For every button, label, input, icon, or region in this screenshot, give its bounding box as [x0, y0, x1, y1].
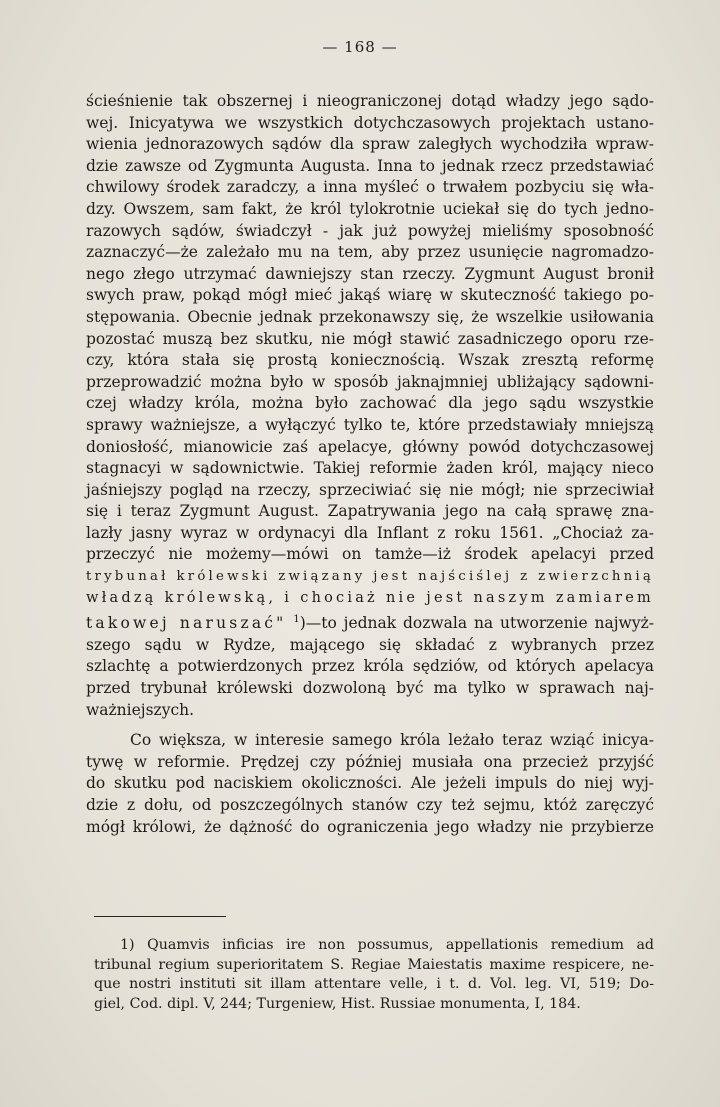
text-line: chwilowy środek zaradczy, a inna myśleć o trwałem pozbyciu się wła- — [86, 178, 654, 197]
text-line: pozostać muszą bez skutku, nie mógł stawić zasadniczego oporu rze- — [86, 329, 654, 348]
text-line: razowych sądów, świadczył - jak już powyżej mieliśmy sposobność — [86, 221, 654, 240]
text-line: szlachtę a potwierdzonych przez króla sędziów, od których apelacya — [86, 657, 654, 676]
text-line: stępowania. Obecnie jednak przekonawszy się, że wszelkie usiłowania — [86, 307, 654, 326]
footnote-line: que nostri instituti sit illam attentare velle, i t. d. Vol. leg. VI, 519; Do- — [94, 976, 654, 993]
text-line-spaced: trybunał królewski związany jest najściślej z zwierzchnią — [86, 569, 654, 585]
text-line: sprawy ważniejsze, a wyłączyć tylko te, które przedstawiały mniejszą — [86, 415, 654, 434]
footnote — [94, 936, 654, 1014]
footnote-line — [94, 936, 654, 956]
footnote-text: Quamvis inficias ire non possumus, appellationis remedium ad — [147, 937, 655, 953]
text-line: dzy. Owszem, sam fakt, że król tylokrotnie uciekał się do tych jedno- — [86, 199, 654, 218]
text-line: przeczyć nie możemy—mówi on tamże—iż środek apelacyi przed — [86, 545, 654, 564]
footnote-marker: 1) — [120, 937, 135, 953]
text-line: Co większa, w interesie samego króla leżało teraz wziąć inicya- — [130, 731, 654, 750]
text-line-spaced: władzą królewską, i chociaż nie jest naszym zamiarem — [86, 589, 654, 606]
text-line: stagnacyi w sądownictwie. Takiej reformie żaden król, mający nieco — [86, 459, 654, 478]
spaced-phrase: takowej naruszać" — [86, 614, 287, 633]
text-line: do skutku pod naciskiem okoliczności. Ale jeżeli impuls do niej wyj- — [86, 774, 654, 793]
line-continuation: )—to jednak dozwala na utworzenie najwyż- — [299, 614, 654, 633]
text-line: się i teraz Zygmunt August. Zapatrywania jego na całą sprawę zna- — [86, 502, 654, 521]
text-line: mógł królowi, że dążność do ograniczenia jego władzy nie przybierze — [86, 817, 654, 836]
paragraph-gap — [86, 721, 654, 730]
text-line: ważniejszych. — [86, 700, 195, 719]
text-line: czy, która stała się prostą koniecznością. Wszak zresztą reformę — [86, 351, 654, 370]
text-line: dzie zawsze od Zygmunta Augusta. Inna to jednak rzecz przedstawiać — [86, 156, 654, 175]
text-line: nego złego utrzymać dawniejszy stan rzeczy. Zygmunt August bronił — [86, 264, 654, 283]
text-line: dzie z dołu, od poszczególnych stanów czy też sejmu, któż zaręczyć — [86, 796, 654, 814]
text-line: przed trybunał królewski dozwoloną być ma tylko w sprawach naj- — [86, 679, 654, 698]
text-line: ścieśnienie tak obszernej i nieograniczonej dotąd władzy jego sądo- — [86, 92, 654, 110]
text-line: wienia jednorazowych sądów dla spraw zaległych wychodziła wpraw- — [86, 135, 654, 154]
text-line: tywę w reformie. Prędzej czy później musiała ona przecież przyjść — [86, 752, 654, 771]
footnote-divider — [94, 916, 226, 917]
text-line: zaznaczyć—że zależało mu na tem, aby przez usunięcie nagromadzo- — [86, 243, 654, 262]
footnote-line: tribunal regium superioritatem S. Regiae Maiestatis maxime respicere, ne- — [94, 956, 654, 973]
page-number: — 168 — — [322, 38, 398, 56]
text-line: doniosłość, mianowicie zaś apelacye, główny powód dotychczasowej — [86, 437, 654, 456]
text-line: jaśniejszy pogląd na rzeczy, sprzeciwiać się nie mógł; nie sprzeciwiał — [86, 480, 654, 499]
footnote-reference: 1 — [293, 614, 300, 626]
text-line: przeprowadzić można było w sposób jaknajmniej ubliżający sądowni- — [86, 372, 654, 391]
text-line-with-footnote-ref — [86, 609, 654, 635]
text-line: szego sądu w Rydze, mającego się składać z wybranych przez — [86, 635, 654, 654]
text-line: czej władzy króla, można było zachować dla jego sądu wszystkie — [86, 394, 654, 413]
footnote-line: giel, Cod. dipl. V, 244; Turgeniew, Hist. Russiae monumenta, I, 184. — [94, 995, 581, 1012]
text-line: wej. Inicyatywa we wszystkich dotychczasowych projektach ustano- — [86, 113, 654, 132]
main-text — [86, 91, 654, 838]
text-line: lazły jasny wyraz w ordynacyi dla Inflant z roku 1561. „Chociaż za- — [86, 523, 654, 542]
text-line: swych praw, pokąd mógł mieć jakąś wiarę w skuteczność takiego po- — [86, 286, 654, 305]
